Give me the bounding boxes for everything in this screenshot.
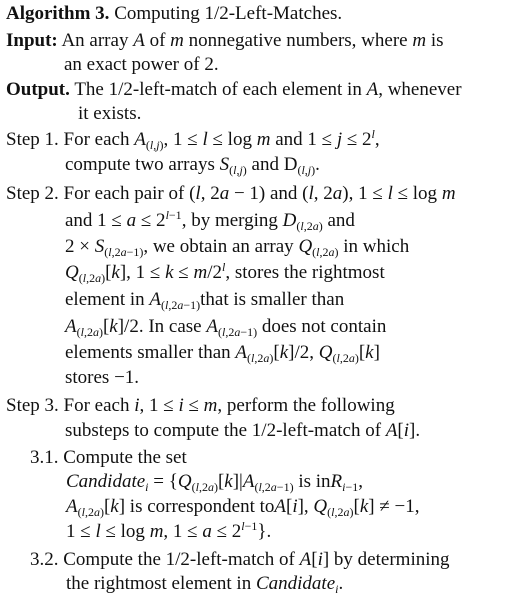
substep-3-1-line-4: 1 ≤ l ≤ log m, $1 \le a \le 2^{l-1}$}. <box>66 519 272 542</box>
substep-3-2-label: 3.2. <box>30 549 59 570</box>
substep-3-1-line-3: $A_{(l,2a)}[k]$ is correspondent toA[i], $Q_{(l,2a)}[k] \ne -1$, <box>66 496 420 519</box>
input-text-1: An array A of m nonnegative numbers, where m is <box>61 30 444 51</box>
step-2-line-8: stores −1. <box>65 367 140 388</box>
input-label: Input: <box>6 30 58 51</box>
substep-3-2-line-2: the rightmost element in Candidate$_i$. <box>66 573 344 596</box>
substep-3-1-line-1 <box>30 446 187 470</box>
input-line-1 <box>6 29 444 53</box>
step-1-line-1 <box>6 128 380 152</box>
substep-3-1-label: 3.1. <box>30 447 59 468</box>
substep-3-1-line-2: Candidate$_i$ = {$Q_{(l,2a)}[k]|A_{(l,2a-1)}$ is inR$_{i-1}$, <box>66 471 363 494</box>
step-2-text-1: For each pair of (l, 2a − 1) and (l, 2a), 1 ≤ l ≤ log m <box>63 183 456 204</box>
step-1-text-1: For each $A_{(l,j)}$, 1 ≤ l ≤ log m and $1 \le j \le 2^l$, <box>63 127 380 152</box>
step-2-line-7: elements smaller than $A_{(l,2a)}[k]/2$, $Q_{(l,2a)}[k]$ <box>65 342 380 365</box>
algorithm-title <box>6 2 342 26</box>
step-1-line-2: compute two arrays $S_{(l,j)}$ and $D_{(l,j)}$. <box>65 154 320 177</box>
step-2-line-3: $2 \times S_{(l,2a-1)}$, we obtain an array $Q_{(l,2a)}$ in which <box>65 236 410 259</box>
step-2-line-5: element in $A_{(l,2a-1)}that$ is smaller than <box>65 289 345 312</box>
output-label: Output. <box>6 79 70 100</box>
output-line-2: it exists. <box>78 103 142 124</box>
step-3-line-1 <box>6 394 395 418</box>
step-2-line-4: $Q_{(l,2a)}[k]$, $1 \le k \le m/2^l$, stores the rightmost <box>65 260 385 285</box>
input-line-2: an exact power of 2. <box>64 54 219 75</box>
step-2-line-2: and $1 \le a \le 2^{l-1}$, by merging $D_{(l,2a)}$ and <box>65 208 355 233</box>
output-line-1 <box>6 78 462 102</box>
output-text-1: The 1/2-left-match of each element in A, whenever <box>74 79 462 100</box>
algorithm-label: Algorithm 3. <box>6 3 110 24</box>
step-3-label: Step 3. <box>6 395 59 416</box>
algorithm-title-text: Computing 1/2-Left-Matches. <box>114 3 343 24</box>
step-3-text-1: For each i, 1 ≤ i ≤ m, perform the following <box>63 395 395 416</box>
step-1-label: Step 1. <box>6 129 59 150</box>
step-2-line-6: $A_{(l,2a)}[k]/2$. In case $A_{(l,2a-1)}$ does not contain <box>65 316 387 339</box>
substep-3-2-text-1: Compute the 1/2-left-match of A[i] by determining <box>63 549 450 570</box>
substep-3-1-text-1: Compute the set <box>63 447 187 468</box>
step-2-line-1 <box>6 182 456 206</box>
substep-3-2-line-1 <box>30 548 450 572</box>
step-2-label: Step 2. <box>6 183 59 204</box>
step-3-line-2: substeps to compute the 1/2-left-match of A[i]. <box>65 420 421 441</box>
